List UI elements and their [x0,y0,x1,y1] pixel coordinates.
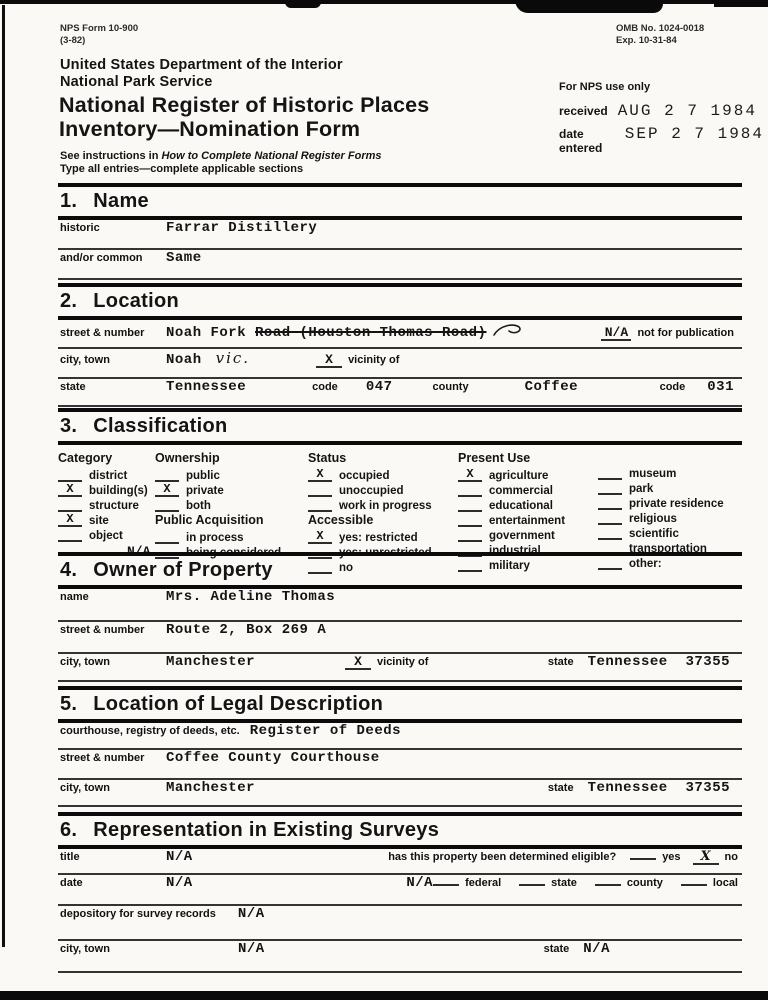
not-for-publication-label: not for publication [637,327,734,339]
section6-number: 6. [60,819,78,841]
department-title: United States Department of the Interior [60,57,343,73]
accessible-title: Accessible [308,513,374,527]
section5-number: 5. [60,693,78,715]
public-acquisition-title: Public Acquisition [155,513,264,527]
other-label: other: [629,558,662,570]
survey-date-label: date [60,877,83,889]
legal-street-label: street & number [60,752,145,764]
field-row-courthouse [58,723,742,750]
historic-value: Farrar Distillery [166,220,318,236]
legal-city-value: Manchester [166,780,256,796]
agriculture-label: agriculture [489,470,549,482]
work-in-progress-label: work in progress [339,500,432,512]
scientific-mark [598,526,622,540]
checkbox-site [58,513,155,527]
park-label: park [629,483,654,495]
survey-city-label: city, town [60,943,110,955]
present-use-title: Present Use [458,451,531,465]
owner-state-label: state [547,656,574,668]
military-label: military [489,560,530,572]
survey-title-label: title [60,851,80,863]
federal-label: federal [465,877,502,889]
government-label: government [489,530,555,542]
section3-title: Classification [93,415,228,437]
eligible-yes-label: yes [662,851,681,863]
section1-number: 1. [60,190,78,212]
entertainment-label: entertainment [489,515,566,527]
county-label: county [432,381,469,393]
entertainment-mark [458,513,482,527]
agriculture-mark: X [458,468,482,482]
omb-block [616,23,704,47]
survey-date-value: N/A [166,875,193,891]
park-mark [598,481,622,495]
eligible-yes-mark [630,858,656,860]
legal-state-value: Tennessee 37355 [587,780,730,796]
city-value: Noah [166,352,202,368]
omb-number: OMB No. 1024-0018 [616,23,705,34]
buildings-mark: X [58,483,82,497]
district-mark [58,468,82,482]
checkbox-unoccupied [308,483,458,497]
section5-heading [58,686,742,723]
owner-street-value: Route 2, Box 269 A [166,622,327,638]
private-mark: X [155,483,179,497]
state-code-value: 047 [365,379,393,395]
owner-street-label: street & number [60,624,145,636]
structure-mark [58,498,82,512]
instructions-prefix: See instructions in [60,150,162,162]
checkbox-structure [58,498,155,512]
government-mark [458,528,482,542]
checkbox-buildings [58,483,155,497]
work-in-progress-mark [308,498,332,512]
eligible-no-mark: X [693,850,719,865]
field-row-state [58,379,742,407]
field-row-legal-city [58,780,742,807]
scan-edge-bottom [0,991,768,1000]
street-value-normal: Noah Fork [166,325,256,341]
state-level-mark [519,884,545,886]
section1-heading [58,183,742,220]
nps-use-only-box [559,81,764,155]
page-title-line1: National Register of Historic Places [59,93,430,117]
field-row-common-name [58,250,742,280]
checkbox-scientific [598,526,742,540]
field-row-owner-street [58,622,742,654]
section-location [58,283,742,407]
survey-state-value: N/A [583,941,610,957]
checkbox-occupied [308,468,458,482]
in-process-label: in process [186,532,244,544]
state-label: state [60,381,86,393]
legal-city-label: city, town [60,782,110,794]
both-mark [155,498,179,512]
checkbox-private-residence [598,496,742,510]
handwritten-scribble-mark [492,322,526,338]
educational-mark [458,498,482,512]
field-row-historic [58,220,742,250]
checkbox-agriculture [458,468,598,482]
received-label: received [559,104,608,118]
section-owner [58,552,742,682]
owner-name-label: name [60,591,89,603]
checkbox-object [58,528,155,542]
commercial-mark [458,483,482,497]
not-for-publication-mark: N/A [601,326,631,341]
owner-city-label: city, town [60,656,110,668]
checkbox-public [155,468,308,482]
section-legal-description [58,686,742,807]
section4-title: Owner of Property [93,559,273,581]
date-entered-label: date entered [559,127,603,155]
omb-expiration: Exp. 10-31-84 [616,34,677,46]
field-row-survey-title [58,849,742,875]
survey-level-na: N/A [406,875,434,891]
checkbox-private [155,483,308,497]
owner-state-value: Tennessee 37355 [587,654,730,670]
instructions-line2: Type all entries—complete applicable sections [60,163,304,175]
legal-street-value: Coffee County Courthouse [166,750,380,766]
section6-title: Representation in Existing Surveys [93,819,440,841]
field-row-city [58,349,742,379]
received-date-stamp: AUG 2 7 1984 [617,102,757,120]
depository-label: depository for survey records [60,908,216,920]
owner-name-value: Mrs. Adeline Thomas [166,589,336,605]
section-classification [58,408,742,575]
owner-vicinity-label: vicinity of [377,656,429,668]
field-row-legal-street [58,750,742,780]
page-title [59,94,429,141]
city-handwritten-note: vic. [215,349,251,367]
section-name [58,183,742,280]
section3-heading [58,408,742,445]
transportation-label: transportation [629,543,707,555]
form-number-block [60,23,138,47]
instructions-manual-title: How to Complete National Register Forms [161,150,382,162]
yes-restricted-label: yes: restricted [339,532,418,544]
district-label: district [89,470,128,482]
section1-title: Name [93,190,149,212]
no-label: no [339,562,354,574]
section4-number: 4. [60,559,78,581]
occupied-label: occupied [339,470,390,482]
scan-blob [285,0,321,8]
state-level-label: state [551,877,577,889]
county-value: Coffee [524,379,579,395]
instructions-line1 [60,150,382,162]
courthouse-value: Register of Deeds [249,723,402,739]
yes-unrestricted-label: yes: unrestricted [339,547,432,559]
scan-blob [714,0,768,7]
museum-mark [598,466,622,480]
field-row-depository [58,906,742,941]
commercial-label: commercial [489,485,553,497]
historic-label: historic [60,222,100,234]
public-mark [155,468,179,482]
local-label: local [712,877,738,889]
owner-city-value: Manchester [166,654,256,670]
section4-heading [58,552,742,589]
county-code-value: 031 [707,379,734,395]
nps-use-only-label: For NPS use only [559,81,651,93]
checkbox-government [458,528,598,542]
section3-number: 3. [60,415,78,437]
vicinity-mark: X [316,353,342,368]
section-existing-surveys [58,812,742,973]
courthouse-label: courthouse, registry of deeds, etc. [60,725,240,737]
category-title: Category [58,451,113,465]
public-acquisition-na: N/A [127,544,151,559]
checkbox-entertainment [458,513,598,527]
scientific-label: scientific [629,528,679,540]
buildings-label: building(s) [89,485,148,497]
scan-edge-left [2,5,5,947]
page-title-line2: Inventory—Nomination Form [59,116,361,141]
site-mark: X [58,513,82,527]
vicinity-label: vicinity of [348,354,400,366]
educational-label: educational [489,500,553,512]
checkbox-yes-restricted [308,530,458,544]
section6-heading [58,812,742,849]
religious-mark [598,511,622,525]
ownership-title: Ownership [155,451,220,465]
common-name-value: Same [166,250,202,266]
status-title: Status [308,451,347,465]
checkbox-both [155,498,308,512]
checkbox-religious [598,511,742,525]
form-number: NPS Form 10-900 [60,23,139,34]
date-entered-stamp: SEP 2 7 1984 [624,125,764,143]
private-label: private [186,485,224,497]
checkbox-park [598,481,742,495]
structure-label: structure [89,500,139,512]
checkbox-educational [458,498,598,512]
city-label: city, town [60,354,110,366]
unoccupied-label: unoccupied [339,485,404,497]
both-label: both [186,500,211,512]
eligible-no-label: no [724,851,738,863]
religious-label: religious [629,513,677,525]
county-level-label: county [626,877,663,889]
survey-state-label: state [543,943,570,955]
museum-label: museum [629,468,677,480]
field-row-survey-date [58,875,742,906]
local-mark [681,884,707,886]
survey-title-value: N/A [166,849,193,865]
object-label: object [89,530,123,542]
form-revision: (3-82) [60,34,86,46]
being-considered-label: being considered [186,547,282,559]
section2-heading [58,283,742,320]
public-label: public [186,470,220,482]
county-level-mark [595,884,621,886]
eligible-question: has this property been determined eligible? [388,851,617,863]
street-value-struck: Road (Houston Thomas Road) [255,325,487,341]
state-code-label: code [312,381,338,393]
common-name-label: and/or common [60,252,143,264]
industrial-label: industrial [489,545,541,557]
site-label: site [89,515,109,527]
owner-vicinity-mark: X [345,655,371,670]
private-residence-mark [598,496,622,510]
checkbox-in-process [155,530,308,544]
yes-restricted-mark: X [308,530,332,544]
section5-title: Location of Legal Description [93,693,384,715]
agency-title: National Park Service [60,74,213,90]
object-mark [58,528,82,542]
unoccupied-mark [308,483,332,497]
county-code-label: code [659,381,686,393]
scan-blob [515,0,663,13]
checkbox-museum [598,466,742,480]
section2-title: Location [93,290,180,312]
in-process-mark [155,530,179,544]
private-residence-label: private residence [629,498,724,510]
field-row-owner-city [58,654,742,682]
state-value: Tennessee [166,379,247,395]
checkbox-work-in-progress [308,498,458,512]
field-row-survey-city [58,941,742,973]
depository-value: N/A [237,906,265,922]
checkbox-district [58,468,155,482]
occupied-mark: X [308,468,332,482]
survey-city-value: N/A [238,941,265,957]
street-label: street & number [60,327,145,339]
field-row-owner-name [58,589,742,622]
checkbox-commercial [458,483,598,497]
street-value [166,325,486,341]
section2-number: 2. [60,290,78,312]
federal-mark [433,884,459,886]
legal-state-label: state [547,782,574,794]
field-row-street [58,320,742,349]
